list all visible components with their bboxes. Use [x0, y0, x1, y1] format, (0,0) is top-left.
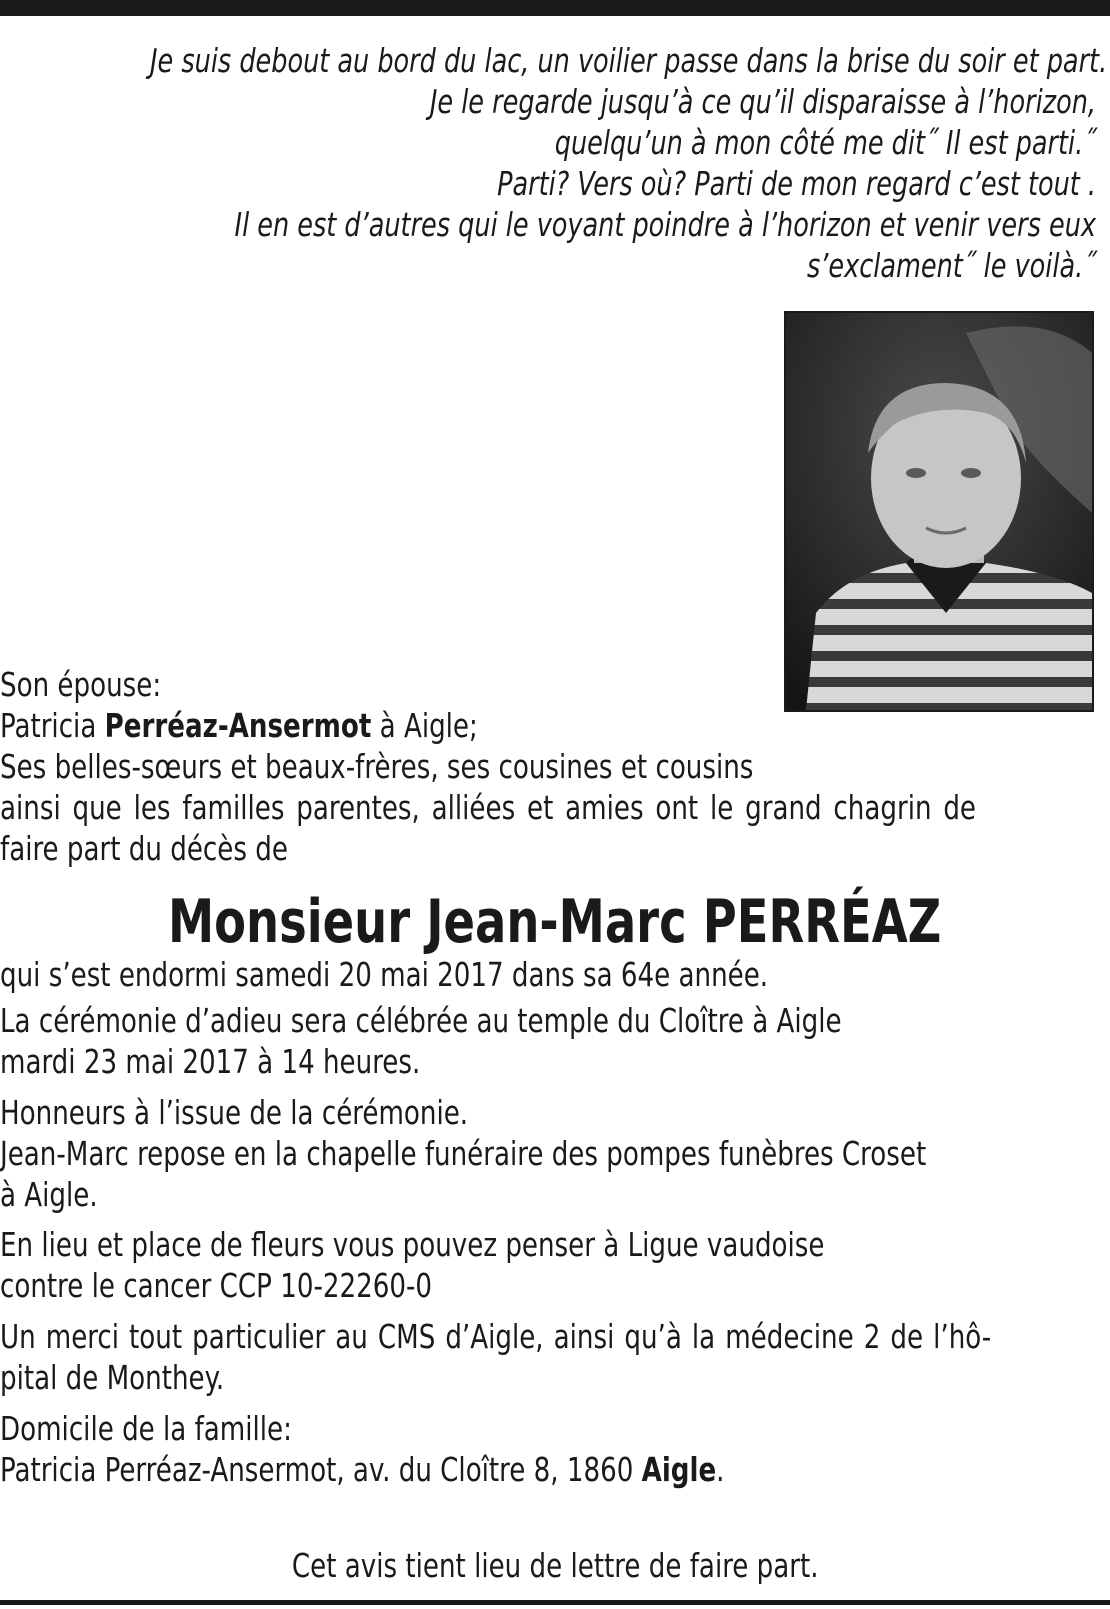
- death-notice: [0, 954, 1110, 995]
- bottom-rule: [0, 1600, 1110, 1605]
- rest-info: [0, 1092, 1110, 1215]
- honours-line: Honneurs à l’issue de la cérémonie.: [0, 1093, 469, 1132]
- spouse-last-name: Perréaz-Ansermot: [104, 706, 372, 745]
- poem-line: Je le regarde jusqu’à ce qu’il disparaisse à l’horizon,: [429, 82, 1097, 121]
- thanks-info: [0, 1316, 1110, 1398]
- family-announcement: [0, 664, 1110, 869]
- spouse-intro: Son épouse:: [0, 665, 162, 704]
- relatives-line: Ses belles-sœurs et beaux-frères, ses cousines et cousins: [0, 747, 754, 786]
- ceremony-line: La cérémonie d’adieu sera célébrée au temple du Cloître à Aigle: [0, 1001, 842, 1040]
- thanks-line: Un merci tout particulier au CMS d’Aigle, ainsi qu’à la médecine 2 de l’hô-: [0, 1317, 992, 1356]
- flowers-line: En lieu et place de fleurs vous pouvez penser à Ligue vaudoise: [0, 1225, 825, 1264]
- poem-line: Il en est d’autres qui le voyant poindre à l’horizon et venir vers eux: [234, 205, 1096, 244]
- poem: [150, 40, 1108, 286]
- rest-line: Jean-Marc repose en la chapelle funéraire des pompes funèbres Croset: [0, 1134, 927, 1173]
- portrait-photo: [784, 311, 1094, 712]
- thanks-line: pital de Monthey.: [0, 1358, 225, 1397]
- home-end: .: [716, 1450, 725, 1489]
- family-address: [0, 1408, 1110, 1490]
- poem-line: s’exclament˝ le voilà.˝: [806, 246, 1096, 285]
- ceremony-line: mardi 23 mai 2017 à 14 heures.: [0, 1042, 421, 1081]
- death-line: qui s’est endormi samedi 20 mai 2017 dans sa 64e année.: [0, 955, 769, 994]
- poem-line: Parti? Vers où? Parti de mon regard c’est tout .: [497, 164, 1096, 203]
- families-line: ainsi que les familles parentes, alliées et amies ont le grand chagrin de: [0, 788, 977, 827]
- deceased-name-text: Monsieur Jean-Marc PERRÉAZ: [168, 887, 942, 957]
- home-label: Domicile de la famille:: [0, 1409, 292, 1448]
- spouse-place: à Aigle;: [379, 706, 478, 745]
- flowers-line: contre le cancer CCP 10-22260-0: [0, 1266, 433, 1305]
- poem-line: quelqu’un à mon côté me dit˝ Il est parti.˝: [554, 123, 1096, 162]
- ceremony-info: [0, 1000, 1110, 1082]
- poem-line: Je suis debout au bord du lac, un voilier passe dans la brise du soir et part.: [150, 41, 1108, 80]
- spouse-first-name: Patricia: [0, 706, 97, 745]
- top-rule: [0, 0, 1110, 16]
- home-address-line: [0, 1449, 1100, 1490]
- spouse-line: [0, 705, 1100, 746]
- rest-line: à Aigle.: [0, 1175, 98, 1214]
- families-line: faire part du décès de: [0, 829, 288, 868]
- closing-text: Cet avis tient lieu de lettre de faire part.: [291, 1546, 819, 1585]
- donation-info: [0, 1224, 1110, 1306]
- closing-note: [0, 1545, 1110, 1586]
- deceased-name: [0, 887, 1110, 957]
- home-address: Patricia Perréaz-Ansermot, av. du Cloître 8, 1860: [0, 1450, 634, 1489]
- home-city: Aigle: [641, 1450, 717, 1489]
